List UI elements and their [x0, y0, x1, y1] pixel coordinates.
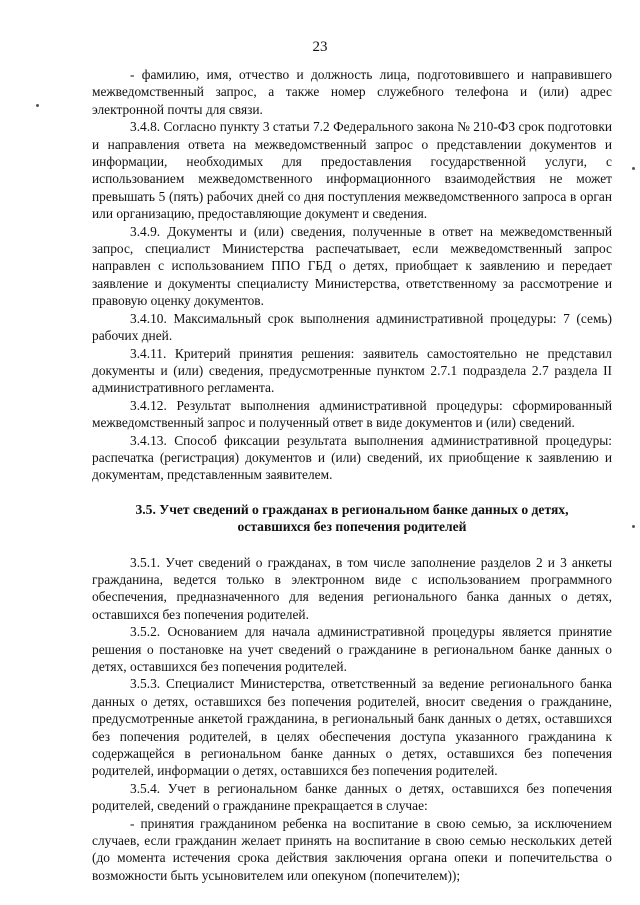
paragraph-3-5-4: 3.5.4. Учет в региональном банке данных о детях, оставшихся без попечения родителей, сведений о гражданине прекращается в случае: [92, 780, 612, 814]
paragraph-3-4-9: 3.4.9. Документы и (или) сведения, полученные в ответ на межведомственный запрос, специалист Министерства распечатывает, если межведомственный запрос направлен с использованием ППО ГБД о детях, приобщает к заявлению и передает заявление и документы специалисту Министерства, ответственному за рассмотрение и правовую оценку документов. [92, 223, 612, 309]
paragraph-3-4-12: 3.4.12. Результат выполнения административной процедуры: сформированный межведомственный запрос и полученный ответ в виде документов и (или) сведений. [92, 397, 612, 431]
paragraph-3-4-13: 3.4.13. Способ фиксации результата выполнения административной процедуры: распечатка (регистрация) документов и (или) сведений, их приобщение к заявлению и документам, представленным заявителем. [92, 432, 612, 483]
section-heading-3-5 [92, 501, 612, 536]
section-heading-line-2: оставшихся без попечения родителей [237, 519, 467, 535]
paragraph-contact-details: - фамилию, имя, отчество и должность лица, подготовившего и направившего межведомственный запрос, а также номер служебного телефона и (или) адрес электронной почты для связи. [92, 67, 612, 117]
page-number: 23 [312, 39, 328, 55]
section-heading-line-1: 3.5. Учет сведений о гражданах в региональном банке данных о детях, [135, 501, 569, 517]
scan-speck [36, 104, 39, 107]
paragraph-3-5-1: 3.5.1. Учет сведений о гражданах, в том числе заполнение разделов 2 и 3 анкеты гражданина, ведется только в электронном виде с использованием программного обеспечения, предназначенного для ведения регионального банка данных о детях, оставшихся без попечения родителей. [92, 554, 612, 622]
paragraph-3-5-4-item: - принятия гражданином ребенка на воспитание в свою семью, за исключением случаев, если гражданин желает принять на воспитание в свою семью нескольких детей (до момента истечения срока действия заключения органа опеки и попечительства о возможности быть усыновителем или опекуном (попечителем)); [92, 815, 612, 883]
paragraph-3-4-11: 3.4.11. Критерий принятия решения: заявитель самостоятельно не представил документы и (или) сведения, предусмотренные пунктом 2.7.1 подраздела 2.7 раздела II административного регламента. [92, 345, 612, 396]
paragraph-3-4-8: 3.4.8. Согласно пункту 3 статьи 7.2 Федерального закона № 210-ФЗ срок подготовки и направления ответа на межведомственный запрос о представлении документов и информации, необходимых для предоставления государственной услуги, с использованием межведомственного информационного взаимодействия не может превышать 5 (пять) рабочих дней со дня поступления межведомственного запроса в орган или организацию, предоставляющие документ и сведения. [92, 119, 612, 222]
paragraph-3-4-10: 3.4.10. Максимальный срок выполнения административной процедуры: 7 (семь) рабочих дней. [92, 310, 612, 344]
paragraph-3-5-2: 3.5.2. Основанием для начала административной процедуры является принятие решения о постановке на учет сведений о гражданине в региональном банке данных о детях, оставшихся без попечения родителей. [92, 624, 612, 674]
scan-speck [632, 167, 635, 170]
paragraph-3-5-3: 3.5.3. Специалист Министерства, ответственный за ведение регионального банка данных о детях, оставшихся без попечения родителей, вносит сведения о гражданине, предусмотренные анкетой гражданина, в региональный банк данных о детях, оставшихся без попечения родителей, в целях обеспечения доступа указанного гражданина к содержащейся в региональном банке данных о детях, оставшихся без попечения родителей, информации о детях, оставшихся без попечения родителей. [92, 676, 612, 779]
document-body [92, 66, 612, 884]
scan-speck [632, 525, 635, 528]
